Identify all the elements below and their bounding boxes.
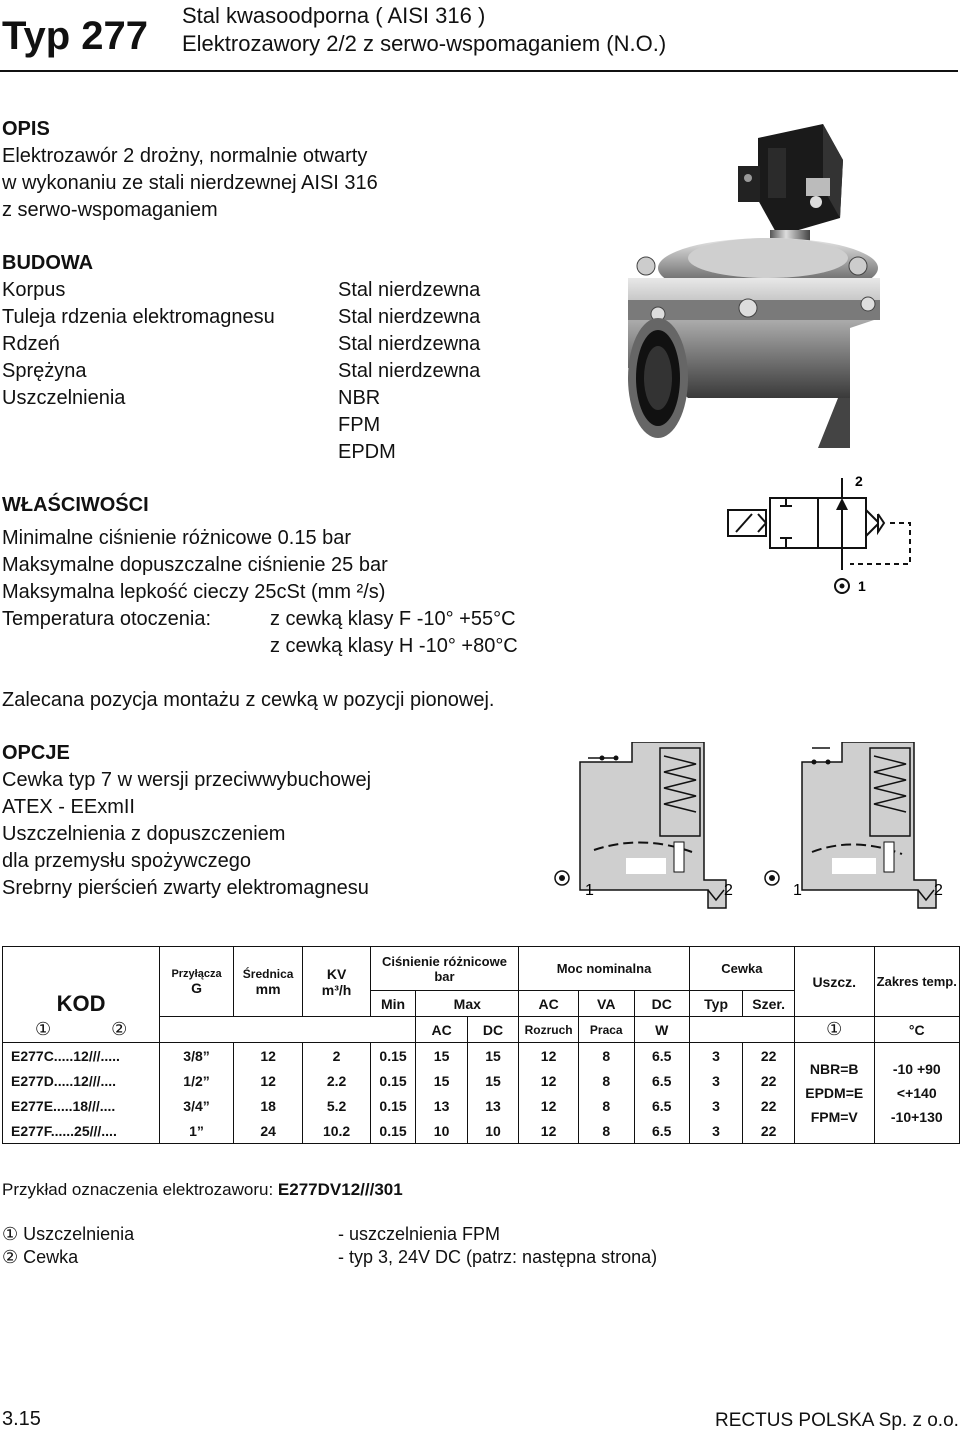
max-dc-cell: 13 [467,1093,518,1118]
example-item-value: - typ 3, 24V DC (patrz: następna strona) [338,1247,658,1267]
kod-header: KOD [3,991,160,1017]
przylacza-label: Przyłącza [171,967,222,980]
cewka-header: Cewka [689,947,794,991]
w-cell: 6.5 [634,1093,689,1118]
w-cell: 6.5 [634,1043,689,1069]
opis-line: Elektrozawór 2 drożny, normalnie otwarty [2,145,368,167]
uszcz-values [794,1043,874,1144]
budowa-material: Stal nierdzewna [338,306,481,328]
option2-port-1: 1 [793,882,802,899]
option-line: ATEX - EExmII [2,796,135,818]
max-header: Max [416,991,519,1017]
option-line: Uszczelnienia z dopuszczeniem [2,823,286,845]
kod-cell: E277F......25///.... [3,1118,160,1144]
zakres-values [874,1043,959,1144]
option2-port-2: 2 [934,882,943,899]
praca-cell: 8 [578,1043,634,1069]
srednica-header [233,947,303,1017]
option-line: Cewka typ 7 w wersji przeciwwybuchowej [2,769,372,791]
min-header: Min [370,991,416,1017]
opis-heading: OPIS [2,118,50,140]
uszcz-value: NBR=B [809,1061,859,1077]
typ-header: Typ [689,991,742,1017]
dc-header: DC [634,991,689,1017]
kv-header [303,947,370,1017]
srednica-cell: 24 [233,1118,303,1144]
budowa-material: Stal nierdzewna [338,360,481,382]
moc-header: Moc nominalna [519,947,690,991]
praca-cell: 8 [578,1118,634,1144]
example-item-label: ② Cewka [2,1247,79,1267]
option-diagram-1 [552,742,748,920]
kod-cell: E277D.....12///.... [3,1068,160,1093]
example-item-label: ① Uszczelnienia [2,1224,135,1244]
przylacza-header [160,947,234,1017]
typ-cell: 3 [689,1068,742,1093]
w-cell: 6.5 [634,1118,689,1144]
typ-cell: 3 [689,1118,742,1144]
empty-cell [689,1017,794,1043]
kv-cell: 5.2 [303,1093,370,1118]
g-label: G [191,979,202,996]
va-header: VA [578,991,634,1017]
property-line: Maksymalna lepkość cieczy 25cSt (mm ²/s) [2,581,386,603]
uszcz-header: Uszcz. [794,947,874,1017]
kv-cell: 2 [303,1043,370,1069]
valve-photo [618,118,894,458]
header-divider [0,70,958,72]
praca-cell: 8 [578,1068,634,1093]
c-header: °C [874,1017,959,1043]
opis-line: z serwo-wspomaganiem [2,199,218,221]
opis-line: w wykonaniu ze stali nierdzewnej AISI 316 [2,172,378,194]
g-cell: 3/4” [160,1093,234,1118]
uszcz-value: FPM=V [810,1109,858,1125]
max-dc-cell: 15 [467,1043,518,1069]
kod-marks [3,1017,160,1043]
srednica-cell: 12 [233,1068,303,1093]
valve-schematic-symbol [722,470,958,600]
budowa-heading: BUDOWA [2,252,94,274]
min-cell: 0.15 [370,1068,416,1093]
min-cell: 0.15 [370,1043,416,1069]
example-item-value: - uszczelnienia FPM [338,1224,501,1244]
option-diagram-2 [762,742,958,920]
max-ac-cell: 15 [416,1068,467,1093]
max-ac-cell: 15 [416,1043,467,1069]
table-header-row-1 [3,947,960,991]
subtitle-line-2: Elektrozawory 2/2 z serwo-wspomaganiem (N.O.) [182,31,667,56]
g-cell: 1” [160,1118,234,1144]
company-name: RECTUS POLSKA Sp. z o.o. [715,1410,959,1431]
budowa-part: Uszczelnienia [2,387,126,409]
temperature-f: z cewką klasy F -10° +55°C [270,608,516,630]
symbol-port-1: 1 [858,578,866,594]
uszcz-mark: ① [794,1017,874,1043]
option-line: dla przemysłu spożywczego [2,850,251,872]
page-subtitle [182,2,666,58]
kod-cell: E277C.....12///..... [3,1043,160,1069]
kv-unit-label: m³/h [321,981,352,998]
cisnienie-header: Ciśnienie różnicowe bar [370,947,518,991]
praca-cell: 8 [578,1093,634,1118]
mark-2: ② [111,1018,128,1039]
kv-cell: 10.2 [303,1118,370,1144]
example-code: E277DV12///301 [277,1180,403,1199]
property-line: Minimalne ciśnienie różnicowe 0.15 bar [2,527,352,549]
page-title: Typ 277 [2,14,148,58]
g-cell: 3/8” [160,1043,234,1069]
srednica-cell: 18 [233,1093,303,1118]
szer-header: Szer. [743,991,795,1017]
budowa-material: NBR [338,387,381,409]
zakres-value: -10 +90 [892,1061,941,1077]
szer-cell: 22 [743,1043,795,1069]
rozruch-cell: 12 [519,1043,579,1069]
spec-table [2,946,960,1144]
budowa-material: Stal nierdzewna [338,333,481,355]
rozruch-header: Rozruch [519,1017,579,1043]
kv-label: KV [326,965,347,982]
szer-cell: 22 [743,1118,795,1144]
g-cell: 1/2” [160,1068,234,1093]
example-line [2,1180,403,1200]
table-header-row-3 [3,1017,960,1043]
table-row [3,1043,960,1069]
ac-header: AC [519,991,579,1017]
option1-port-2: 2 [724,882,733,899]
example-prefix: Przykład oznaczenia elektrozaworu: [2,1180,278,1199]
budowa-part: Rdzeń [2,333,60,355]
rozruch-cell: 12 [519,1093,579,1118]
max-ac-cell: 10 [416,1118,467,1144]
srednica-cell: 12 [233,1043,303,1069]
option1-port-1: 1 [585,882,594,899]
max-dc-cell: 15 [467,1068,518,1093]
min-cell: 0.15 [370,1093,416,1118]
typ-cell: 3 [689,1043,742,1069]
rozruch-cell: 12 [519,1068,579,1093]
budowa-part: Tuleja rdzenia elektromagnesu [2,306,275,328]
kod-cell: E277E.....18///.... [3,1093,160,1118]
srednica-label: Średnica [242,966,294,981]
wlasciwosci-heading: WŁAŚCIWOŚCI [2,494,149,516]
zakres-header: Zakres temp. [874,947,959,1017]
max-ac-header: AC [416,1017,467,1043]
subtitle-line-1: Stal kwasoodporna ( AISI 316 ) [182,3,486,28]
min-cell: 0.15 [370,1118,416,1144]
w-header: W [634,1017,689,1043]
typ-cell: 3 [689,1093,742,1118]
budowa-material: Stal nierdzewna [338,279,481,301]
max-dc-header: DC [467,1017,518,1043]
mounting-note: Zalecana pozycja montażu z cewką w pozycji pionowej. [2,689,495,711]
option-line: Srebrny pierścień zwarty elektromagnesu [2,877,369,899]
zakres-value: <+140 [896,1085,937,1101]
kod-header-cell [3,947,160,991]
zakres-value: -10+130 [890,1109,943,1125]
budowa-part: Korpus [2,279,66,301]
w-cell: 6.5 [634,1068,689,1093]
temperature-h: z cewką klasy H -10° +80°C [270,635,518,657]
mark-1: ① [34,1018,52,1039]
max-dc-cell: 10 [467,1118,518,1144]
budowa-material: FPM [338,414,381,436]
praca-header: Praca [578,1017,634,1043]
max-ac-cell: 13 [416,1093,467,1118]
property-line: Maksymalne dopuszczalne ciśnienie 25 bar [2,554,388,576]
budowa-material: EPDM [338,441,396,463]
rozruch-cell: 12 [519,1118,579,1144]
budowa-part: Sprężyna [2,360,87,382]
szer-cell: 22 [743,1068,795,1093]
uszcz-value: EPDM=E [805,1085,864,1101]
mm-label: mm [255,980,281,997]
temperature-label: Temperatura otoczenia: [2,608,212,630]
opcje-heading: OPCJE [2,742,70,764]
symbol-port-2: 2 [855,473,863,489]
szer-cell: 22 [743,1093,795,1118]
page-number: 3.15 [2,1408,41,1430]
kv-cell: 2.2 [303,1068,370,1093]
empty-cell [160,1017,416,1043]
